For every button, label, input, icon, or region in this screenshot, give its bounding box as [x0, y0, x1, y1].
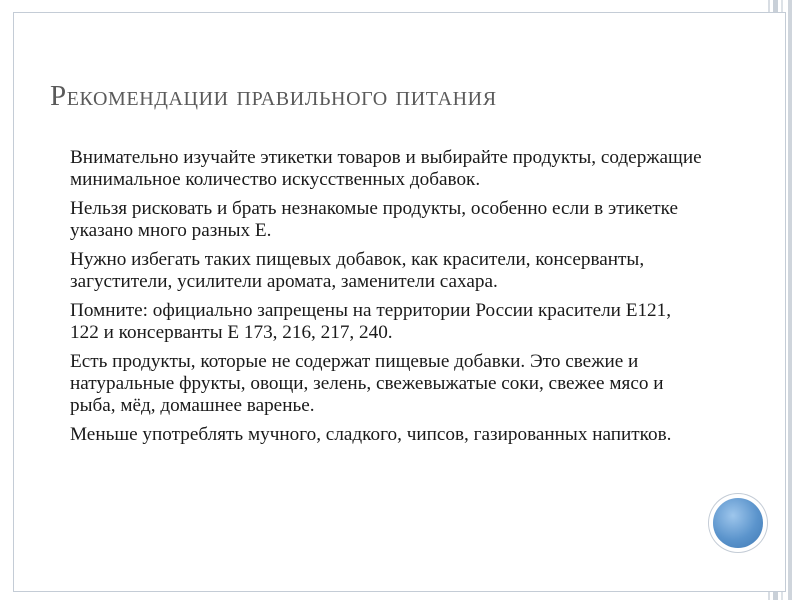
decorative-rail: [788, 0, 792, 600]
bullet-list: [44, 147, 704, 453]
bullet-text: Нужно избегать таких пищевых добавок, как красители, консерванты, загустители, усилители аромата, заменители сахара.: [70, 249, 645, 292]
decorative-orb: [713, 498, 763, 548]
bullet-text: Помните: официально запрещены на территории России красители Е121, 122 и консерванты Е 173, 216, 217, 240.: [70, 300, 672, 343]
bullet-text: Меньше употреблять мучного, сладкого, чипсов, газированных напитков.: [70, 424, 672, 445]
bullet-item: [44, 424, 704, 446]
bullet-item: [44, 147, 704, 191]
bullet-item: [44, 249, 704, 293]
slide-title: Рекомендации правильного питания: [50, 80, 497, 112]
bullet-item: [44, 351, 704, 417]
bullet-item: [44, 300, 704, 344]
bullet-text: Внимательно изучайте этикетки товаров и выбирайте продукты, содержащие минимальное количество искусственных добавок.: [70, 147, 702, 190]
bullet-text: Нельзя рисковать и брать незнакомые продукты, особенно если в этикетке указано много разных Е.: [70, 198, 678, 241]
bullet-text: Есть продукты, которые не содержат пищевые добавки. Это свежие и натуральные фрукты, овощи, зелень, свежевыжатые соки, свежее мясо и рыба, мёд, домашнее варенье.: [70, 351, 664, 416]
bullet-item: [44, 198, 704, 242]
